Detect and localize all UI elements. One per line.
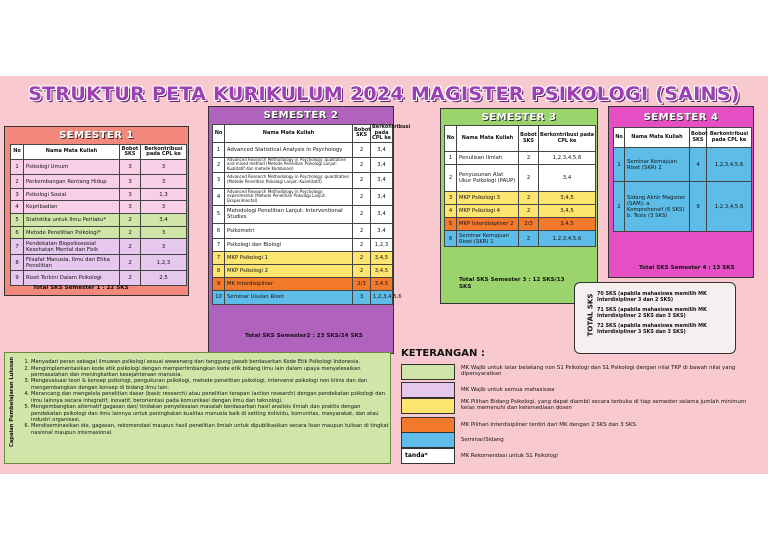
row-number: 4 [213, 188, 225, 205]
table-row [213, 251, 393, 264]
course-cpl: 3,4,5 [371, 251, 393, 264]
row-number: 5 [445, 218, 457, 231]
course-sks: 2 [120, 214, 141, 227]
table-row [11, 271, 187, 286]
course-name: MKP Psikologi 3 [457, 192, 519, 205]
total-sks-label: TOTAL SKS [586, 293, 595, 337]
row-number: 8 [11, 255, 24, 271]
row-number: 6 [213, 223, 225, 238]
course-sks: 2 [353, 251, 371, 264]
semester-1-table [10, 144, 187, 286]
legend-item [401, 417, 747, 433]
row-number: 2 [11, 175, 24, 189]
course-name: Penyusunan Alat Ukur Psikologi (PAUP) [457, 165, 519, 192]
course-sks: 2 [353, 157, 371, 172]
row-number: 4 [11, 201, 24, 214]
course-cpl: 3,4,5 [539, 218, 596, 231]
column-header: Berkontribusi pada CPL ke [141, 145, 187, 160]
total-sks-item: 72 SKS (apabila mahasiswa memilih MK Interdisipliner 3 SKS dan 3 SKS) [597, 323, 707, 335]
semester-2-total: Total SKS Semester2 : 23 SKS/24 SKS [245, 333, 363, 339]
table-row [213, 238, 393, 251]
semester-2-table [212, 124, 411, 305]
legend-text: MK Pilihan Interdisipliner terdiri dari MK dengan 2 SKS dan 3 SKS. [461, 422, 638, 428]
course-cpl: 3,4 [371, 205, 393, 223]
course-sks: 2 [353, 172, 371, 188]
cpl-box [4, 352, 391, 464]
table-row [213, 290, 393, 304]
row-number: 8 [213, 264, 225, 277]
course-name: Riset Terkini Dalam Psikologi [24, 271, 120, 286]
course-sks: 2 [353, 238, 371, 251]
course-cpl: 1,2,3,4,5,6 [539, 152, 596, 165]
course-name: Metode Penelitian Psikologi* [24, 227, 120, 239]
table-row [11, 175, 187, 189]
column-header: Bobot SKS [353, 125, 371, 143]
total-sks-box [574, 282, 736, 354]
semester-2-panel [208, 106, 411, 354]
column-header: Nama Mata Kuliah [457, 126, 519, 152]
cpl-item: 6. Mendiseminasikan ide, gagasan, rekomendasi maupun hasil penelitian ilmiah untuk dipublikasikan secara lisan maupun tulisan di tingkat nasional maupun internasional. [31, 423, 389, 436]
table-row [213, 223, 393, 238]
course-sks: 2/3 [519, 218, 539, 231]
course-sks: 2 [353, 188, 371, 205]
course-cpl: 3,4,5 [539, 205, 596, 218]
row-number: 5 [213, 205, 225, 223]
course-name: Seminar Usulan Riset [225, 290, 353, 304]
course-cpl: 1,2,3,4,5,6 [539, 231, 596, 247]
course-name: Psikologi Umum [24, 160, 120, 175]
row-number: 3 [213, 172, 225, 188]
row-number: 1 [213, 142, 225, 157]
table-row [11, 255, 187, 271]
course-name: Perkembangan Rentang Hidup [24, 175, 120, 189]
legend-text: Seminar/Sidang [461, 437, 504, 443]
course-cpl: 3,4 [371, 142, 393, 157]
cpl-item: 2. Mengimplementasikan kode etik psikologi dengan mempertimbangkan kode etik bidang ilmu lain dalam upaya menyelesaikan permasalahan dan meningkatkan kesejahteraan manusia. [31, 366, 389, 379]
table-row [445, 165, 596, 192]
curriculum-poster [0, 76, 768, 474]
row-number: 1 [614, 148, 625, 182]
table-row [213, 264, 393, 277]
column-header: Berkontribusi pada CPL ke [539, 126, 596, 152]
course-name: MK Interdisipliner [225, 277, 353, 290]
course-cpl: 1,2,3 [371, 238, 393, 251]
row-number: 5 [11, 214, 24, 227]
column-header: No [213, 125, 225, 143]
course-sks: 2 [519, 192, 539, 205]
semester-4-table [613, 127, 752, 232]
course-name: Advanced Research Methodology in Psychology: experimental (Metode Penelitian Psikologi Lanjut: Eksperimental) [225, 188, 353, 205]
course-sks: 2 [519, 231, 539, 247]
course-sks: 3 [353, 290, 371, 304]
cpl-item: 3. Mengevaluasi teori & konsep psikologi, pengukuran psikologi, metode penelitian psikologi, intervensi psikologi non klinis dan dan mengembangkan dengan konsep di bidang ilmu lain. [31, 378, 389, 391]
course-sks: 2 [353, 205, 371, 223]
table-row [11, 214, 187, 227]
course-cpl: 3 [141, 175, 187, 189]
row-number: 2 [614, 182, 625, 232]
column-header: Berkontribusi pada CPL ke [707, 128, 752, 148]
page-title: STRUKTUR PETA KURIKULUM 2024 MAGISTER PSIKOLOGI (SAINS) [28, 83, 740, 105]
legend-text: MK Rekomendasi untuk S1 Psikologi [461, 453, 558, 459]
table-row [213, 205, 393, 223]
column-header: Berkontribusi pada CPL ke [372, 124, 411, 141]
course-cpl: 1,2,3,4,5,6 [707, 182, 752, 232]
total-sks-list [597, 292, 733, 341]
row-number: 10 [213, 290, 225, 304]
course-name: Seminar Kemajuan Riset (SKR) 2 [625, 148, 690, 182]
course-sks: 2 [519, 152, 539, 165]
table-row [11, 201, 187, 214]
legend-swatch [401, 398, 455, 414]
cpl-list [21, 359, 389, 436]
row-number: 2 [445, 165, 457, 192]
legend-swatch [401, 382, 455, 398]
course-name: Statistika untuk Ilmu Perilaku* [24, 214, 120, 227]
course-sks: 2 [519, 205, 539, 218]
legend-item [401, 364, 747, 380]
course-cpl: 3 [141, 160, 187, 175]
semester-3-table [444, 125, 596, 247]
legend-item [401, 398, 747, 414]
total-sks-item: 71 SKS (apabila mahasiswa memilih MK Interdisipliner 2 SKS dan 3 SKS) [597, 307, 707, 319]
row-number: 6 [445, 231, 457, 247]
course-sks: 2 [120, 239, 141, 255]
course-sks: 2 [353, 142, 371, 157]
row-number: 7 [213, 251, 225, 264]
course-cpl: 1,3 [141, 189, 187, 201]
course-cpl: 1,2,3 [141, 255, 187, 271]
course-cpl: 1,2,3,4,5,6 [707, 148, 752, 182]
course-name: MKP Psikologi 4 [457, 205, 519, 218]
course-name: Metodologi Penelitian Lanjut: Interventional Studies [225, 205, 353, 223]
semester-4-total: Total SKS Semester 4 : 13 SKS [639, 265, 735, 271]
legend-swatch [401, 432, 455, 448]
course-sks: 3 [120, 160, 141, 175]
table-row [213, 157, 393, 172]
legend-item [401, 432, 747, 448]
semester-1-heading: SEMESTER 1 [59, 130, 134, 141]
row-number: 9 [11, 271, 24, 286]
table-row [614, 148, 752, 182]
course-cpl: 3,4 [371, 157, 393, 172]
legend-item [401, 448, 747, 464]
cpl-item: 5. Mengembangkan alternatif gagasan dan/ tindakan penyelesaian masalah berdasarkan hasil analisis ilmiah dan praktis dengan pendekatan psikologi dan ilmu lainnya untuk peningkatan kualitas manusia baik di setting individu, komunitas, masyarakat, dan atau industri organisasi. [31, 404, 389, 423]
course-cpl: 3 [141, 227, 187, 239]
column-header: Bobot SKS [120, 145, 141, 160]
table-row [213, 172, 393, 188]
course-name: Kepribadian [24, 201, 120, 214]
column-header: Nama Mata Kuliah [225, 125, 353, 143]
course-cpl: 3,4 [371, 188, 393, 205]
cpl-side-label: Capaian Pembelajaran Lulusan [9, 356, 15, 447]
semester-3-panel [440, 108, 598, 304]
course-name: Advanced Research Methodology in Psychology: qualitative and mixed method (Metode Penelitian Psikologi Lanjut: Kualitatif dan metode Kombinasi) [225, 157, 353, 172]
table-row [213, 188, 393, 205]
course-name: Psikologi dan Biologi [225, 238, 353, 251]
course-cpl: 3,4,5 [539, 192, 596, 205]
row-number: 3 [445, 192, 457, 205]
course-sks: 9 [690, 182, 707, 232]
course-cpl: 3,4 [371, 223, 393, 238]
course-sks: 2 [353, 264, 371, 277]
row-number: 4 [445, 205, 457, 218]
table-row [11, 227, 187, 239]
cpl-item: 4. Merancang dan mengelola penelitian dasar (basic research) atau penelitian terapan (action research) dengan pendekatan psikologi dan ilmu lainnya secara integratif, inovatif, berorientasi pada komunikasi dengan ilmu dan teknologi. [31, 391, 389, 404]
legend-swatch [401, 364, 455, 380]
table-row [445, 152, 596, 165]
course-sks: 2 [353, 223, 371, 238]
row-number: 1 [445, 152, 457, 165]
legend-swatch: tanda* [401, 448, 455, 464]
course-sks: 2 [120, 271, 141, 286]
semester-4-panel [608, 106, 754, 278]
course-name: MKP Interdisipliner 2 [457, 218, 519, 231]
table-row [213, 142, 393, 157]
table-row [11, 239, 187, 255]
course-sks: 3 [120, 175, 141, 189]
column-header: No [445, 126, 457, 152]
course-name: Filsafat Manusia, Ilmu dan Etika Penelitian [24, 255, 120, 271]
row-number: 3 [11, 189, 24, 201]
table-row [11, 189, 187, 201]
row-number: 6 [11, 227, 24, 239]
legend-swatch [401, 417, 455, 433]
legend-text: MK Wajib untuk semua mahasiswa [461, 387, 555, 393]
course-sks: 2 [519, 165, 539, 192]
semester-1-panel [4, 126, 189, 296]
row-number: 7 [213, 238, 225, 251]
course-sks: 2 [120, 255, 141, 271]
semester-1-total: Total SKS Semester 1 : 22 SKS [33, 285, 129, 291]
course-cpl: 3,4 [539, 165, 596, 192]
column-header: Bobot SKS [519, 126, 539, 152]
course-name: Sidang Akhir Magister (SAM): a. Komprehensif (6 SKS) b. Tesis (3 SKS) [625, 182, 690, 232]
course-cpl: 2,5 [141, 271, 187, 286]
course-sks: 4 [690, 148, 707, 182]
course-name: MKP Psikologi 2 [225, 264, 353, 277]
course-sks: 3 [120, 189, 141, 201]
total-sks-item: 70 SKS (apabila mahasiswa memilih MK Interdisipliner 3 dan 2 SKS) [597, 291, 707, 303]
course-name: Advanced Statistical Analysis in Psychology [225, 142, 353, 157]
row-number: 7 [11, 239, 24, 255]
semester-4-heading: SEMESTER 4 [643, 112, 719, 123]
table-row [445, 218, 596, 231]
course-name: Seminar Kemajuan Riset (SKR) 1 [457, 231, 519, 247]
course-cpl: 3,4,5 [371, 264, 393, 277]
cpl-item: 1. Menyadari peran sebagai ilmuwan psikologi sesuai wewenang dan tanggung jawab berdasarkan Kode Etik Psikologi Indonesia. [31, 359, 389, 365]
table-row [213, 277, 393, 290]
column-header: Nama Mata Kuliah [625, 128, 690, 148]
table-row [614, 182, 752, 232]
course-cpl: 3 [141, 201, 187, 214]
course-name: Psikometri [225, 223, 353, 238]
course-cpl: 3,4 [141, 214, 187, 227]
course-sks: 2 [120, 227, 141, 239]
course-cpl: 3 [141, 239, 187, 255]
legend-text: MK Wajib untuk latar belakang non S1 Psikologi dan S1 Psikologi dengan nilai TKP di bawah nilai yang dipersyaratkan [461, 365, 736, 377]
course-cpl: 1,2,3,4,5,6 [371, 290, 393, 304]
legend-text: MK Pilihan Bidang Psikologi, yang dapat diambil secara terbuka di tiap semester selama jumlah minimum kelas memenuhi dan ketersediaan dosen [461, 399, 747, 411]
course-name: MKP Psikologi 1 [225, 251, 353, 264]
row-number: 1 [11, 160, 24, 175]
column-header: Bobot SKS [690, 128, 707, 148]
row-number: 2 [213, 157, 225, 172]
course-name: Advanced Research Methodology in Psychology: quantitative (Metode Penelitian Psikologi Lanjut: Kuantitatif) [225, 172, 353, 188]
column-header: No [614, 128, 625, 148]
semester-2-heading: SEMESTER 2 [263, 110, 339, 121]
table-row [11, 160, 187, 175]
course-name: Penulisan Ilmiah [457, 152, 519, 165]
course-name: Psikologi Sosial [24, 189, 120, 201]
legend-item [401, 382, 747, 398]
course-sks: 3 [120, 201, 141, 214]
semester-3-total: Total SKS Semester 3 : 12 SKS/13 SKS [459, 277, 565, 290]
semester-3-heading: SEMESTER 3 [481, 112, 557, 123]
course-sks: 2/3 [353, 277, 371, 290]
legend-heading: KETERANGAN : [401, 348, 485, 359]
column-header: No [11, 145, 24, 160]
column-header: Nama Mata Kuliah [24, 145, 120, 160]
row-number: 9 [213, 277, 225, 290]
course-cpl: 3,4,5 [371, 277, 393, 290]
table-row [445, 192, 596, 205]
course-name: Pendekatan Biopsikososial Kesehatan Mental dan Fisik [24, 239, 120, 255]
table-row [445, 231, 596, 247]
table-row [445, 205, 596, 218]
course-cpl: 3,4 [371, 172, 393, 188]
